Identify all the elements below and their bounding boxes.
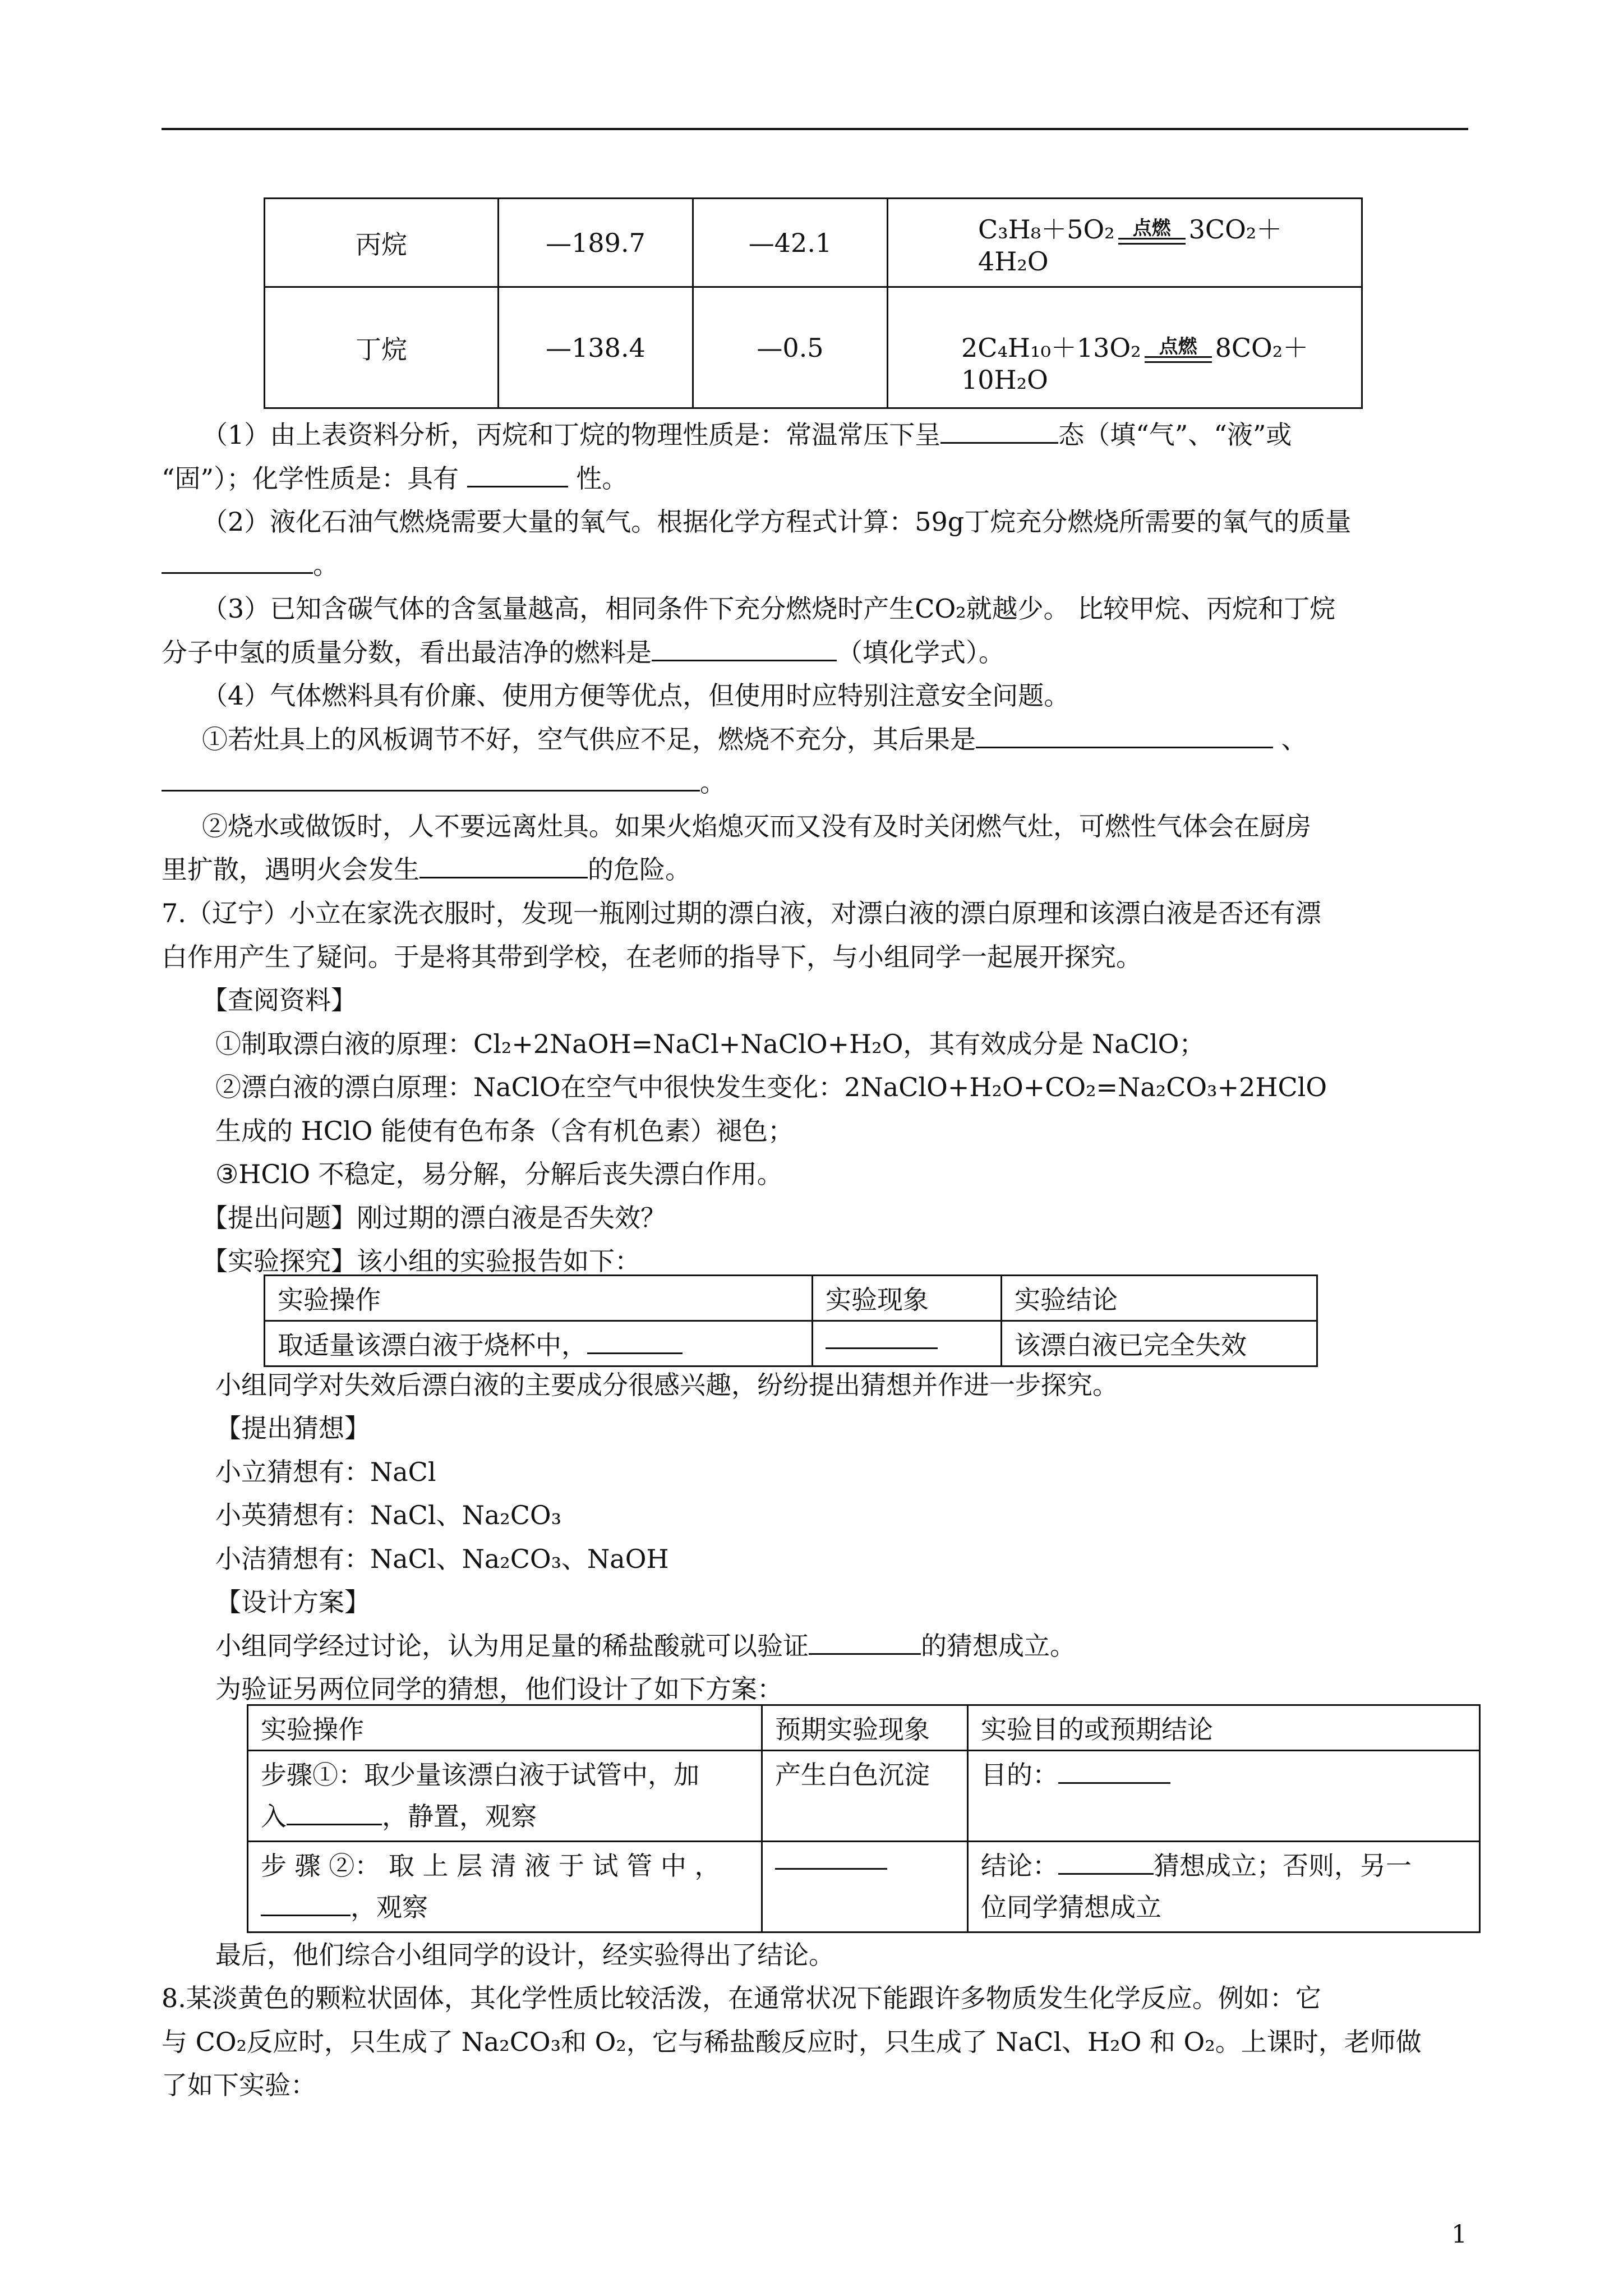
q6-part4-1-line2	[162, 767, 726, 798]
table-cell: 产生白色沉淀	[762, 1751, 968, 1842]
question-heading: 【提出问题】刚过期的漂白液是否失效？	[202, 1203, 666, 1233]
text: 小组同学经过讨论，认为用足量的稀盐酸就可以验证	[215, 1631, 809, 1661]
equation-right: 3CO₂＋4H₂O	[978, 214, 1283, 277]
text: （1）由上表资料分析，丙烷和丁烷的物理性质是：常温常压下呈	[202, 420, 941, 450]
answer-blank	[826, 1325, 938, 1349]
table-cell	[248, 1751, 762, 1842]
table-row	[248, 1842, 1480, 1932]
text: 步骤①：取少量该漂白液于试管中，加	[261, 1760, 699, 1790]
text: 猜想成立；否则，另一	[1154, 1851, 1412, 1881]
table-header: 实验操作	[265, 1276, 813, 1321]
answer-blank	[976, 724, 1273, 748]
design-line-2: 为验证另两位同学的猜想，他们设计了如下方案：	[215, 1674, 783, 1704]
design-plan-table	[247, 1704, 1481, 1933]
text-line	[261, 1887, 749, 1929]
text: 的猜想成立。	[921, 1631, 1076, 1661]
reference-3: 生成的 HClO 能使有色布条（含有机色素）褪色；	[215, 1116, 794, 1146]
text: 态（填“气”、“液”或	[1058, 420, 1292, 450]
equation-left: 2C₄H₁₀＋13O₂	[961, 333, 1141, 363]
heading-design: 【设计方案】	[215, 1587, 370, 1617]
equation-cell	[888, 287, 1362, 408]
table-header: 实验现象	[813, 1276, 1002, 1321]
text-line	[981, 1846, 1467, 1887]
table-cell	[265, 1321, 813, 1366]
text-line	[261, 1796, 749, 1838]
answer-blank	[287, 1801, 382, 1825]
table-header: 实验操作	[248, 1705, 762, 1751]
design-line-1	[215, 1631, 1076, 1662]
equation-left: C₃H₈＋5O₂	[978, 214, 1115, 245]
text: 取适量该漂白液于烧杯中，	[278, 1330, 587, 1360]
table-cell: 该漂白液已完全失效	[1002, 1321, 1317, 1366]
table-header: 实验结论	[1002, 1276, 1317, 1321]
answer-blank	[419, 854, 588, 878]
table-cell: 丁烷	[265, 287, 499, 408]
table-cell: 丙烷	[265, 199, 499, 287]
heading-guess: 【提出猜想】	[215, 1413, 370, 1443]
q6-part3-line2	[162, 637, 1004, 668]
text: 。	[700, 767, 726, 798]
text: ，静置，观察	[382, 1801, 537, 1832]
q7-intro-line1: 7.（辽宁）小立在家洗衣服时，发现一瓶刚过期的漂白液，对漂白液的漂白原理和该漂白液是否还有漂	[162, 898, 1321, 928]
reaction-arrow	[1118, 219, 1186, 245]
q8-line-3: 了如下实验：	[162, 2070, 316, 2100]
table-header: 实验目的或预期结论	[968, 1705, 1480, 1751]
reference-4: ③HClO 不稳定，易分解，分解后丧失漂白作用。	[215, 1159, 783, 1189]
table-header: 预期实验现象	[762, 1705, 968, 1751]
text: （填化学式）。	[837, 637, 1004, 668]
answer-blank	[809, 1631, 921, 1655]
text: 步 骤 ②： 取 上 层 清 液 于 试 管 中 ，	[261, 1851, 721, 1881]
answer-blank	[1058, 1760, 1170, 1784]
explore-heading: 【实验探究】该小组的实验报告如下：	[202, 1246, 640, 1276]
table-cell	[762, 1842, 968, 1932]
table-cell: —42.1	[693, 199, 888, 287]
answer-blank	[940, 420, 1058, 444]
interest-line: 小组同学对失效后漂白液的主要成分很感兴趣，纷纷提出猜想并作进一步探究。	[215, 1370, 1118, 1400]
q6-part4-2-line2	[162, 854, 691, 885]
q6-part1-line1	[202, 420, 1292, 450]
guess-1: 小立猜想有：NaCl	[215, 1457, 436, 1487]
q6-part3-line1: （3）已知含碳气体的含氢量越高，相同条件下充分燃烧时产生CO₂就越少。 比较甲烷、丙烷和丁烷	[202, 593, 1336, 624]
equation-right: 8CO₂＋10H₂O	[961, 333, 1309, 395]
guess-3: 小洁猜想有：NaCl、Na₂CO₃、NaOH	[215, 1544, 669, 1574]
answer-blank	[652, 637, 837, 661]
q6-part1-line2	[162, 463, 628, 494]
answer-blank	[162, 550, 313, 574]
table-cell	[968, 1751, 1480, 1842]
answer-blank	[775, 1846, 887, 1870]
page-number: 1	[1451, 2220, 1467, 2249]
q6-part4-1-line1	[202, 724, 1307, 755]
table-row	[265, 199, 1362, 287]
table-cell: —138.4	[499, 287, 693, 408]
reference-1: ①制取漂白液的原理：Cl₂+2NaOH=NaCl+NaClO+H₂O，其有效成分是 NaClO；	[215, 1029, 1205, 1059]
reaction-condition: 点燃	[1159, 335, 1197, 358]
answer-blank	[587, 1330, 683, 1354]
table-cell: —0.5	[693, 287, 888, 408]
q6-part4-2-line1: ②烧水或做饭时，人不要远离灶具。如果火焰熄灭而又没有及时关闭燃气灶，可燃性气体会在厨房	[202, 811, 1311, 841]
table-row	[248, 1751, 1480, 1842]
text: 位同学猜想成立	[981, 1892, 1161, 1922]
answer-blank	[261, 1892, 351, 1916]
final-line: 最后，他们综合小组同学的设计，经实验得出了结论。	[215, 1940, 834, 1970]
text: 、	[1281, 724, 1307, 754]
answer-blank	[162, 767, 700, 792]
table-cell	[248, 1842, 762, 1932]
text: 目的：	[981, 1760, 1058, 1790]
text: 结论：	[981, 1851, 1058, 1881]
text: 分子中氢的质量分数，看出最洁净的燃料是	[162, 637, 652, 668]
hydrocarbon-table	[264, 197, 1363, 409]
answer-blank	[1058, 1851, 1154, 1875]
table-cell: —189.7	[499, 199, 693, 287]
equation-cell	[888, 199, 1362, 287]
table-cell	[968, 1842, 1480, 1932]
table-row	[248, 1705, 1480, 1751]
reference-2: ②漂白液的漂白原理：NaClO在空气中很快发生变化：2NaClO+H₂O+CO₂=Na₂CO₃+2HClO	[215, 1072, 1327, 1102]
guess-2: 小英猜想有：NaCl、Na₂CO₃	[215, 1500, 562, 1530]
q7-intro-line2: 白作用产生了疑问。于是将其带到学校，在老师的指导下，与小组同学一起展开探究。	[162, 942, 1142, 972]
header-rule	[162, 128, 1468, 130]
text: 。	[313, 550, 339, 580]
experiment-report-table	[264, 1274, 1318, 1367]
q6-part4: （4）气体燃料具有价廉、使用方便等优点，但使用时应特别注意安全问题。	[202, 680, 1070, 711]
text: ①若灶具上的风板调节不好，空气供应不足，燃烧不充分，其后果是	[202, 724, 976, 754]
text: 性。	[576, 463, 628, 494]
text: 入	[261, 1801, 287, 1832]
text: 里扩散，遇明火会发生	[162, 854, 419, 885]
table-row	[265, 1276, 1317, 1321]
heading-references: 【查阅资料】	[202, 985, 357, 1015]
table-row	[265, 1321, 1317, 1366]
table-row	[265, 287, 1362, 408]
text: ，观察	[351, 1892, 428, 1922]
q6-part2-line1: （2）液化石油气燃烧需要大量的氧气。根据化学方程式计算：59g丁烷充分燃烧所需要的氧气的质量	[202, 507, 1352, 537]
q8-line-2: 与 CO₂反应时，只生成了 Na₂CO₃和 O₂，它与稀盐酸反应时，只生成了 NaCl、H₂O 和 O₂。上课时，老师做	[162, 2027, 1422, 2057]
q6-part2-line2	[162, 550, 339, 581]
answer-blank	[467, 463, 568, 487]
text: 的危险。	[588, 854, 691, 885]
text: “固”）；化学性质是：具有	[162, 463, 459, 494]
table-cell	[813, 1321, 1002, 1366]
reaction-condition: 点燃	[1132, 217, 1171, 240]
reaction-arrow	[1145, 337, 1212, 363]
q8-line-1: 8.某淡黄色的颗粒状固体，其化学性质比较活泼，在通常状况下能跟许多物质发生化学反应。例如：它	[162, 1983, 1321, 2013]
